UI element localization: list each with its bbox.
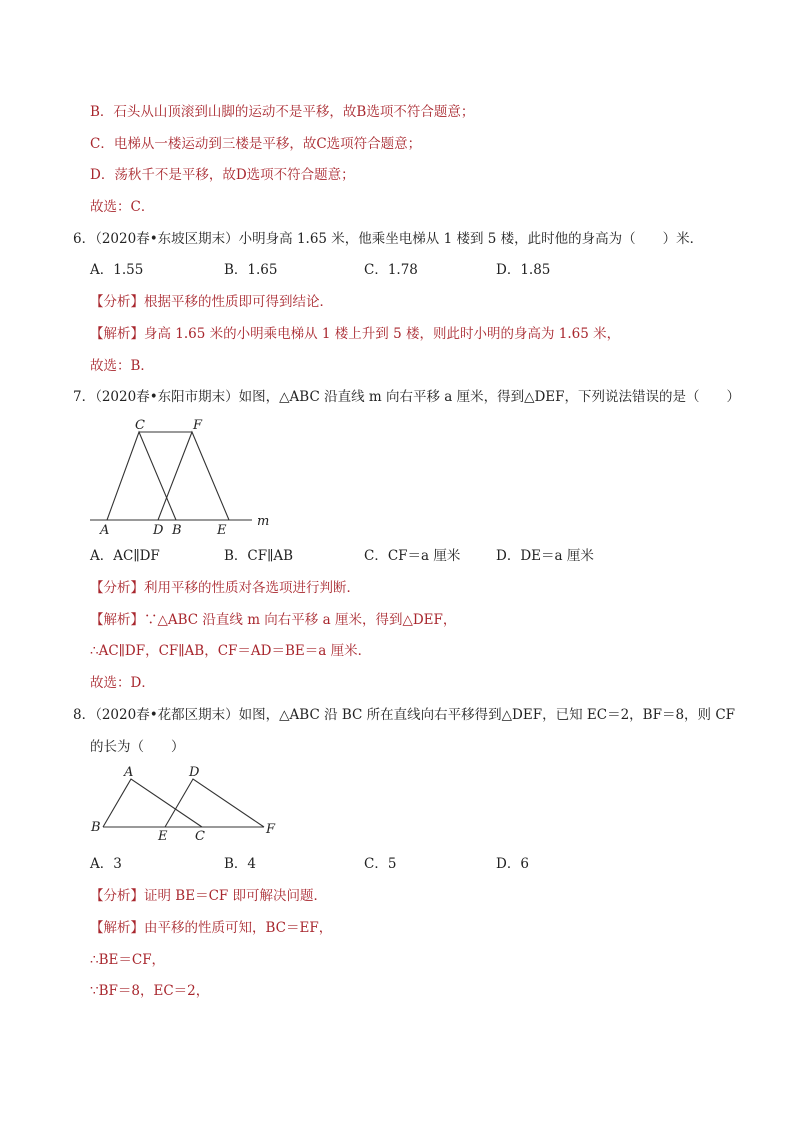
analysis-tag: 【分析】 xyxy=(90,294,144,310)
q8-analysis xyxy=(90,887,327,905)
q8-solution xyxy=(90,919,332,937)
q6-option-a: A．1.55 xyxy=(90,262,144,278)
prev-answer-c: C．电梯从一楼运动到三楼是平移，故C选项符合题意； xyxy=(90,136,422,152)
triangle-def-q8 xyxy=(165,779,264,827)
label-b: B xyxy=(172,523,182,538)
analysis-tag: 【分析】 xyxy=(90,888,144,904)
analysis-text: 利用平移的性质对各选项进行判断． xyxy=(144,580,360,596)
q6-option-b: B．1.65 xyxy=(224,262,278,278)
q7-analysis xyxy=(90,579,360,597)
q8-because: ∵BF＝8，EC＝2， xyxy=(90,983,210,999)
triangle-abc xyxy=(107,432,176,520)
q8-stem-line2: 的长为（ ） xyxy=(90,739,185,755)
solution-text: 由平移的性质可知，BC＝EF， xyxy=(144,920,333,936)
label-b-q8: B xyxy=(91,820,101,835)
label-c: C xyxy=(135,418,145,433)
triangle-abc-q8 xyxy=(103,779,202,827)
triangle-def xyxy=(158,432,229,520)
label-e: E xyxy=(217,523,227,538)
label-m: m xyxy=(257,514,270,529)
q7-option-c: C．CF＝a 厘米 xyxy=(364,548,461,564)
q7-stem: 7．（2020春•东阳市期末）如图，△ABC 沿直线 m 向右平移 a 厘米，得到△DEF，下列说法错误的是（ ） xyxy=(73,389,741,405)
q7-option-b: B．CF∥AB xyxy=(224,548,294,564)
label-a-q8: A xyxy=(124,765,134,780)
prev-answer-b: B．石头从山顶滚到山脚的运动不是平移，故B选项不符合题意； xyxy=(90,104,475,120)
label-a: A xyxy=(100,523,110,538)
solution-tag: 【解析】 xyxy=(90,920,144,936)
label-f-q8: F xyxy=(266,822,276,837)
label-d: D xyxy=(153,523,164,538)
analysis-text: 证明 BE＝CF 即可解决问题． xyxy=(144,888,328,904)
solution-tag: 【解析】 xyxy=(90,612,144,628)
q7-solution xyxy=(90,611,456,629)
label-d-q8: D xyxy=(189,765,200,780)
q8-figure xyxy=(103,779,264,827)
analysis-text: 根据平移的性质即可得到结论． xyxy=(144,294,333,310)
analysis-tag: 【分析】 xyxy=(90,580,144,596)
q8-option-b: B．4 xyxy=(224,856,257,872)
label-e-q8: E xyxy=(158,829,168,844)
label-c-q8: C xyxy=(195,829,205,844)
q8-option-a: A．3 xyxy=(90,856,122,872)
prev-answer-d: D．荡秋千不是平移，故D选项不符合题意； xyxy=(90,167,355,183)
prev-answer-choose: 故选：C． xyxy=(90,199,155,215)
q6-option-d: D．1.85 xyxy=(496,262,551,278)
q7-option-a: A．AC∥DF xyxy=(90,548,160,564)
q8-therefore: ∴BE＝CF， xyxy=(90,952,166,968)
q7-therefore: ∴AC∥DF，CF∥AB，CF＝AD＝BE＝a 厘米． xyxy=(90,643,372,659)
q6-stem: 6．（2020春•东坡区期末）小明身高 1.65 米，他乘坐电梯从 1 楼到 5 楼，此时他的身高为（ ）米． xyxy=(73,231,704,247)
q6-choose: 故选：B． xyxy=(90,358,154,374)
q7-triangles xyxy=(90,432,252,520)
solution-text: ∵△ABC 沿直线 m 向右平移 a 厘米，得到△DEF， xyxy=(144,612,457,628)
q6-option-c: C．1.78 xyxy=(364,262,418,278)
label-f: F xyxy=(193,418,203,433)
q8-stem-line1: 8．（2020春•花都区期末）如图，△ABC 沿 BC 所在直线向右平移得到△DEF，已知 EC＝2，BF＝8，则 CF xyxy=(73,707,736,723)
q7-option-d: D．DE＝a 厘米 xyxy=(496,548,594,564)
solution-text: 身高 1.65 米的小明乘电梯从 1 楼上升到 5 楼，则此时小明的身高为 1.65 米， xyxy=(144,326,621,342)
q7-choose: 故选：D． xyxy=(90,675,155,691)
q8-option-c: C．5 xyxy=(364,856,397,872)
q8-option-d: D．6 xyxy=(496,856,529,872)
solution-tag: 【解析】 xyxy=(90,326,144,342)
